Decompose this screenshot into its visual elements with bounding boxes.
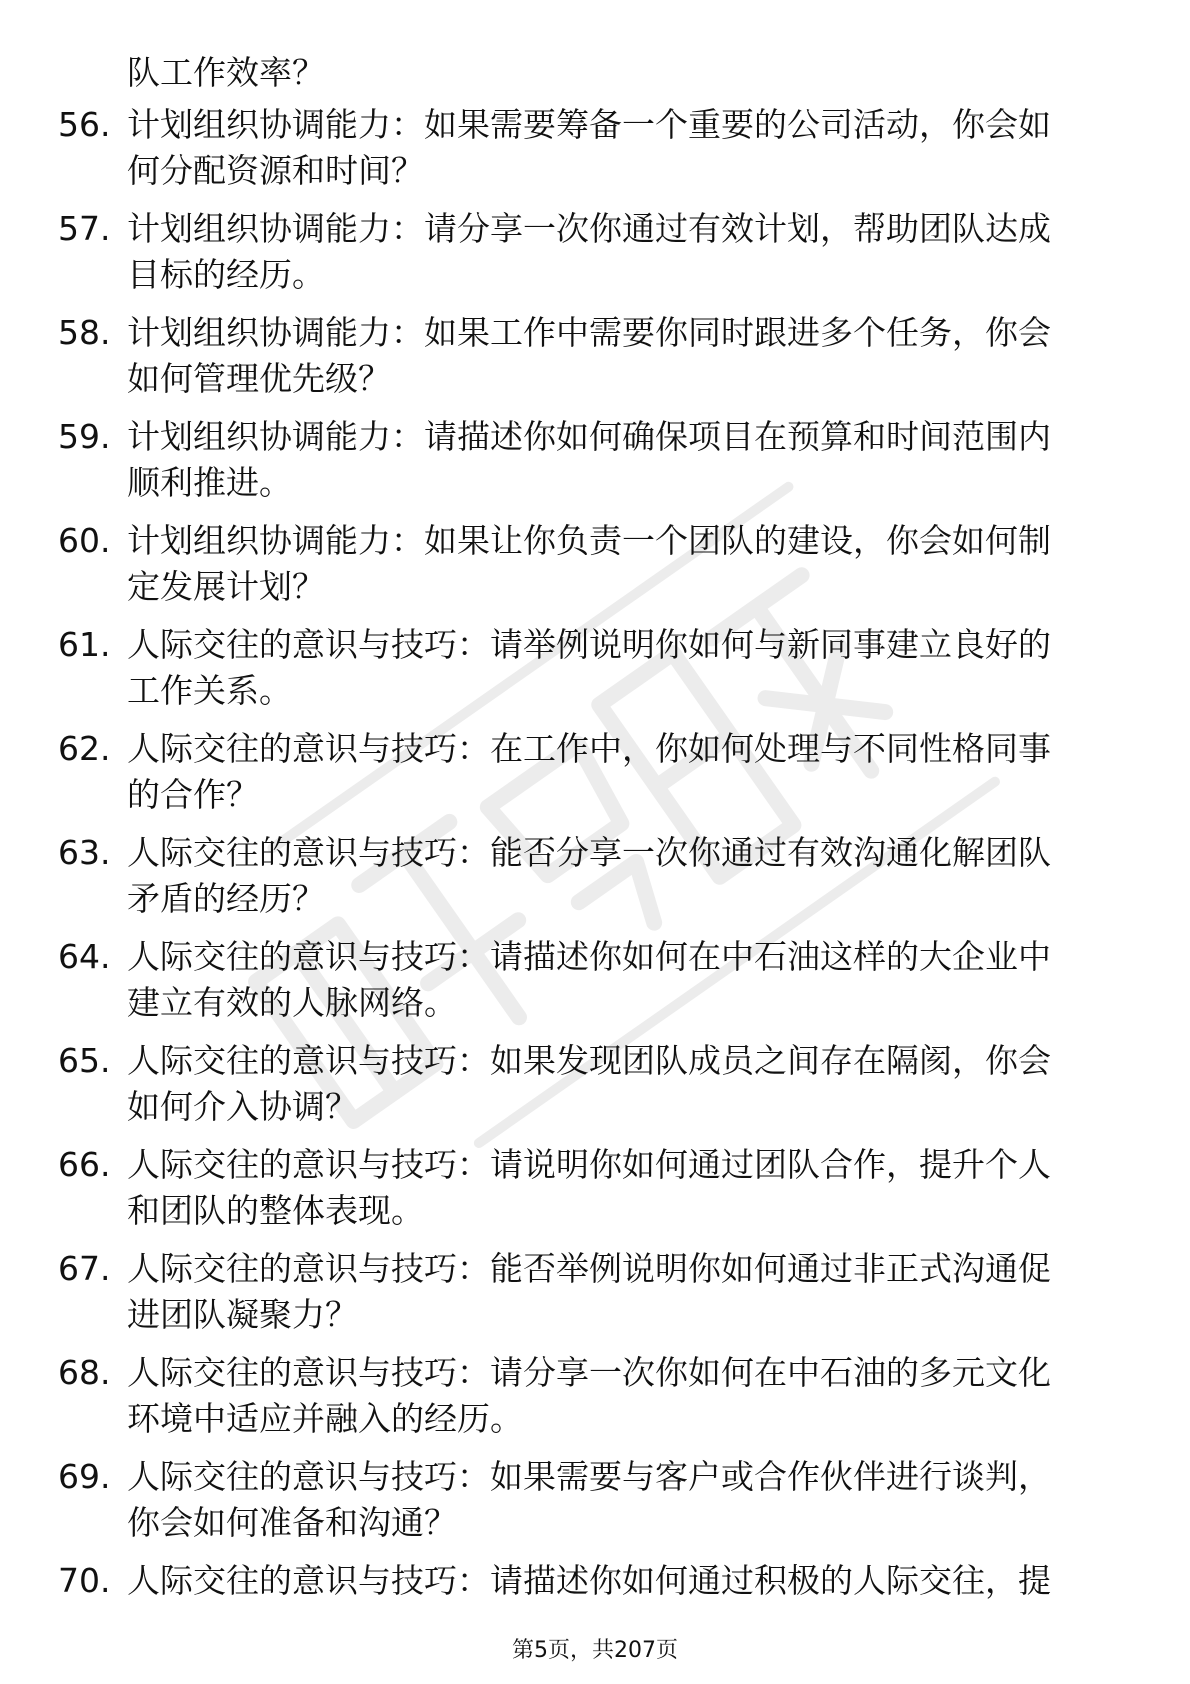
question-number: 65. <box>58 1041 111 1080</box>
list-item <box>0 1454 1190 1558</box>
question-number: 56. <box>58 105 111 144</box>
question-line: 人际交往的意识与技巧：在工作中，你如何处理与不同性格同事 <box>127 729 1051 768</box>
list-item <box>0 1038 1190 1142</box>
list-item <box>0 1246 1190 1350</box>
question-line: 何分配资源和时间？ <box>127 151 424 190</box>
list-item <box>0 830 1190 934</box>
question-number: 57. <box>58 209 111 248</box>
question-line: 人际交往的意识与技巧：请举例说明你如何与新同事建立良好的 <box>127 625 1051 664</box>
question-line: 计划组织协调能力：如果让你负责一个团队的建设，你会如何制 <box>127 521 1051 560</box>
question-text <box>127 102 1112 194</box>
question-number: 62. <box>58 729 111 768</box>
question-number: 59. <box>58 417 111 456</box>
question-line: 矛盾的经历？ <box>127 879 325 918</box>
page-number-footer: 第5页，共207页 <box>512 1638 678 1663</box>
question-line: 人际交往的意识与技巧：请描述你如何在中石油这样的大企业中 <box>127 937 1051 976</box>
question-text <box>127 206 1112 298</box>
question-line: 人际交往的意识与技巧：请描述你如何通过积极的人际交往，提 <box>127 1561 1051 1600</box>
question-line: 计划组织协调能力：如果需要筹备一个重要的公司活动，你会如 <box>127 105 1051 144</box>
question-text <box>127 1038 1112 1130</box>
question-line: 人际交往的意识与技巧：如果发现团队成员之间存在隔阂，你会 <box>127 1041 1051 1080</box>
question-line: 建立有效的人脉网络。 <box>127 983 457 1022</box>
question-text <box>127 1558 1112 1604</box>
question-text <box>127 830 1112 922</box>
question-text <box>127 518 1112 610</box>
question-line: 你会如何准备和沟通？ <box>127 1503 457 1542</box>
question-text <box>127 1454 1112 1546</box>
question-line: 和团队的整体表现。 <box>127 1191 424 1230</box>
question-text <box>127 1246 1112 1338</box>
question-text <box>127 310 1112 402</box>
question-number: 64. <box>58 937 111 976</box>
question-text <box>127 1350 1112 1442</box>
question-line: 人际交往的意识与技巧：如果需要与客户或合作伙伴进行谈判， <box>127 1457 1051 1496</box>
question-line: 进团队凝聚力？ <box>127 1295 358 1334</box>
list-item <box>0 934 1190 1038</box>
question-line: 的合作？ <box>127 775 259 814</box>
question-line: 计划组织协调能力：如果工作中需要你同时跟进多个任务，你会 <box>127 313 1051 352</box>
question-list <box>0 102 1190 1662</box>
question-line: 如何管理优先级？ <box>127 359 391 398</box>
question-number: 67. <box>58 1249 111 1288</box>
question-number: 60. <box>58 521 111 560</box>
question-line: 顺利推进。 <box>127 463 292 502</box>
question-line: 目标的经历。 <box>127 255 325 294</box>
list-item <box>0 102 1190 206</box>
list-item <box>0 1350 1190 1454</box>
question-line: 计划组织协调能力：请分享一次你通过有效计划，帮助团队达成 <box>127 209 1051 248</box>
continued-question-text: 队工作效率？ <box>127 53 325 92</box>
list-item <box>0 206 1190 310</box>
question-number: 58. <box>58 313 111 352</box>
question-text <box>127 726 1112 818</box>
question-line: 人际交往的意识与技巧：能否分享一次你通过有效沟通化解团队 <box>127 833 1051 872</box>
list-item <box>0 726 1190 830</box>
question-number: 69. <box>58 1457 111 1496</box>
list-item <box>0 518 1190 622</box>
question-line: 环境中适应并融入的经历。 <box>127 1399 523 1438</box>
question-number: 70. <box>58 1561 111 1600</box>
question-line: 人际交往的意识与技巧：请分享一次你如何在中石油的多元文化 <box>127 1353 1051 1392</box>
question-line: 人际交往的意识与技巧：请说明你如何通过团队合作，提升个人 <box>127 1145 1051 1184</box>
question-line: 如何介入协调？ <box>127 1087 358 1126</box>
question-text <box>127 622 1112 714</box>
question-line: 人际交往的意识与技巧：能否举例说明你如何通过非正式沟通促 <box>127 1249 1051 1288</box>
question-text <box>127 1142 1112 1234</box>
question-line: 工作关系。 <box>127 671 292 710</box>
list-item <box>0 1142 1190 1246</box>
question-number: 66. <box>58 1145 111 1184</box>
list-item <box>0 414 1190 518</box>
question-number: 63. <box>58 833 111 872</box>
question-line: 计划组织协调能力：请描述你如何确保项目在预算和时间范围内 <box>127 417 1051 456</box>
question-number: 68. <box>58 1353 111 1392</box>
question-line: 定发展计划？ <box>127 567 325 606</box>
question-number: 61. <box>58 625 111 664</box>
question-text <box>127 414 1112 506</box>
list-item <box>0 622 1190 726</box>
list-item <box>0 310 1190 414</box>
question-text <box>127 934 1112 1026</box>
